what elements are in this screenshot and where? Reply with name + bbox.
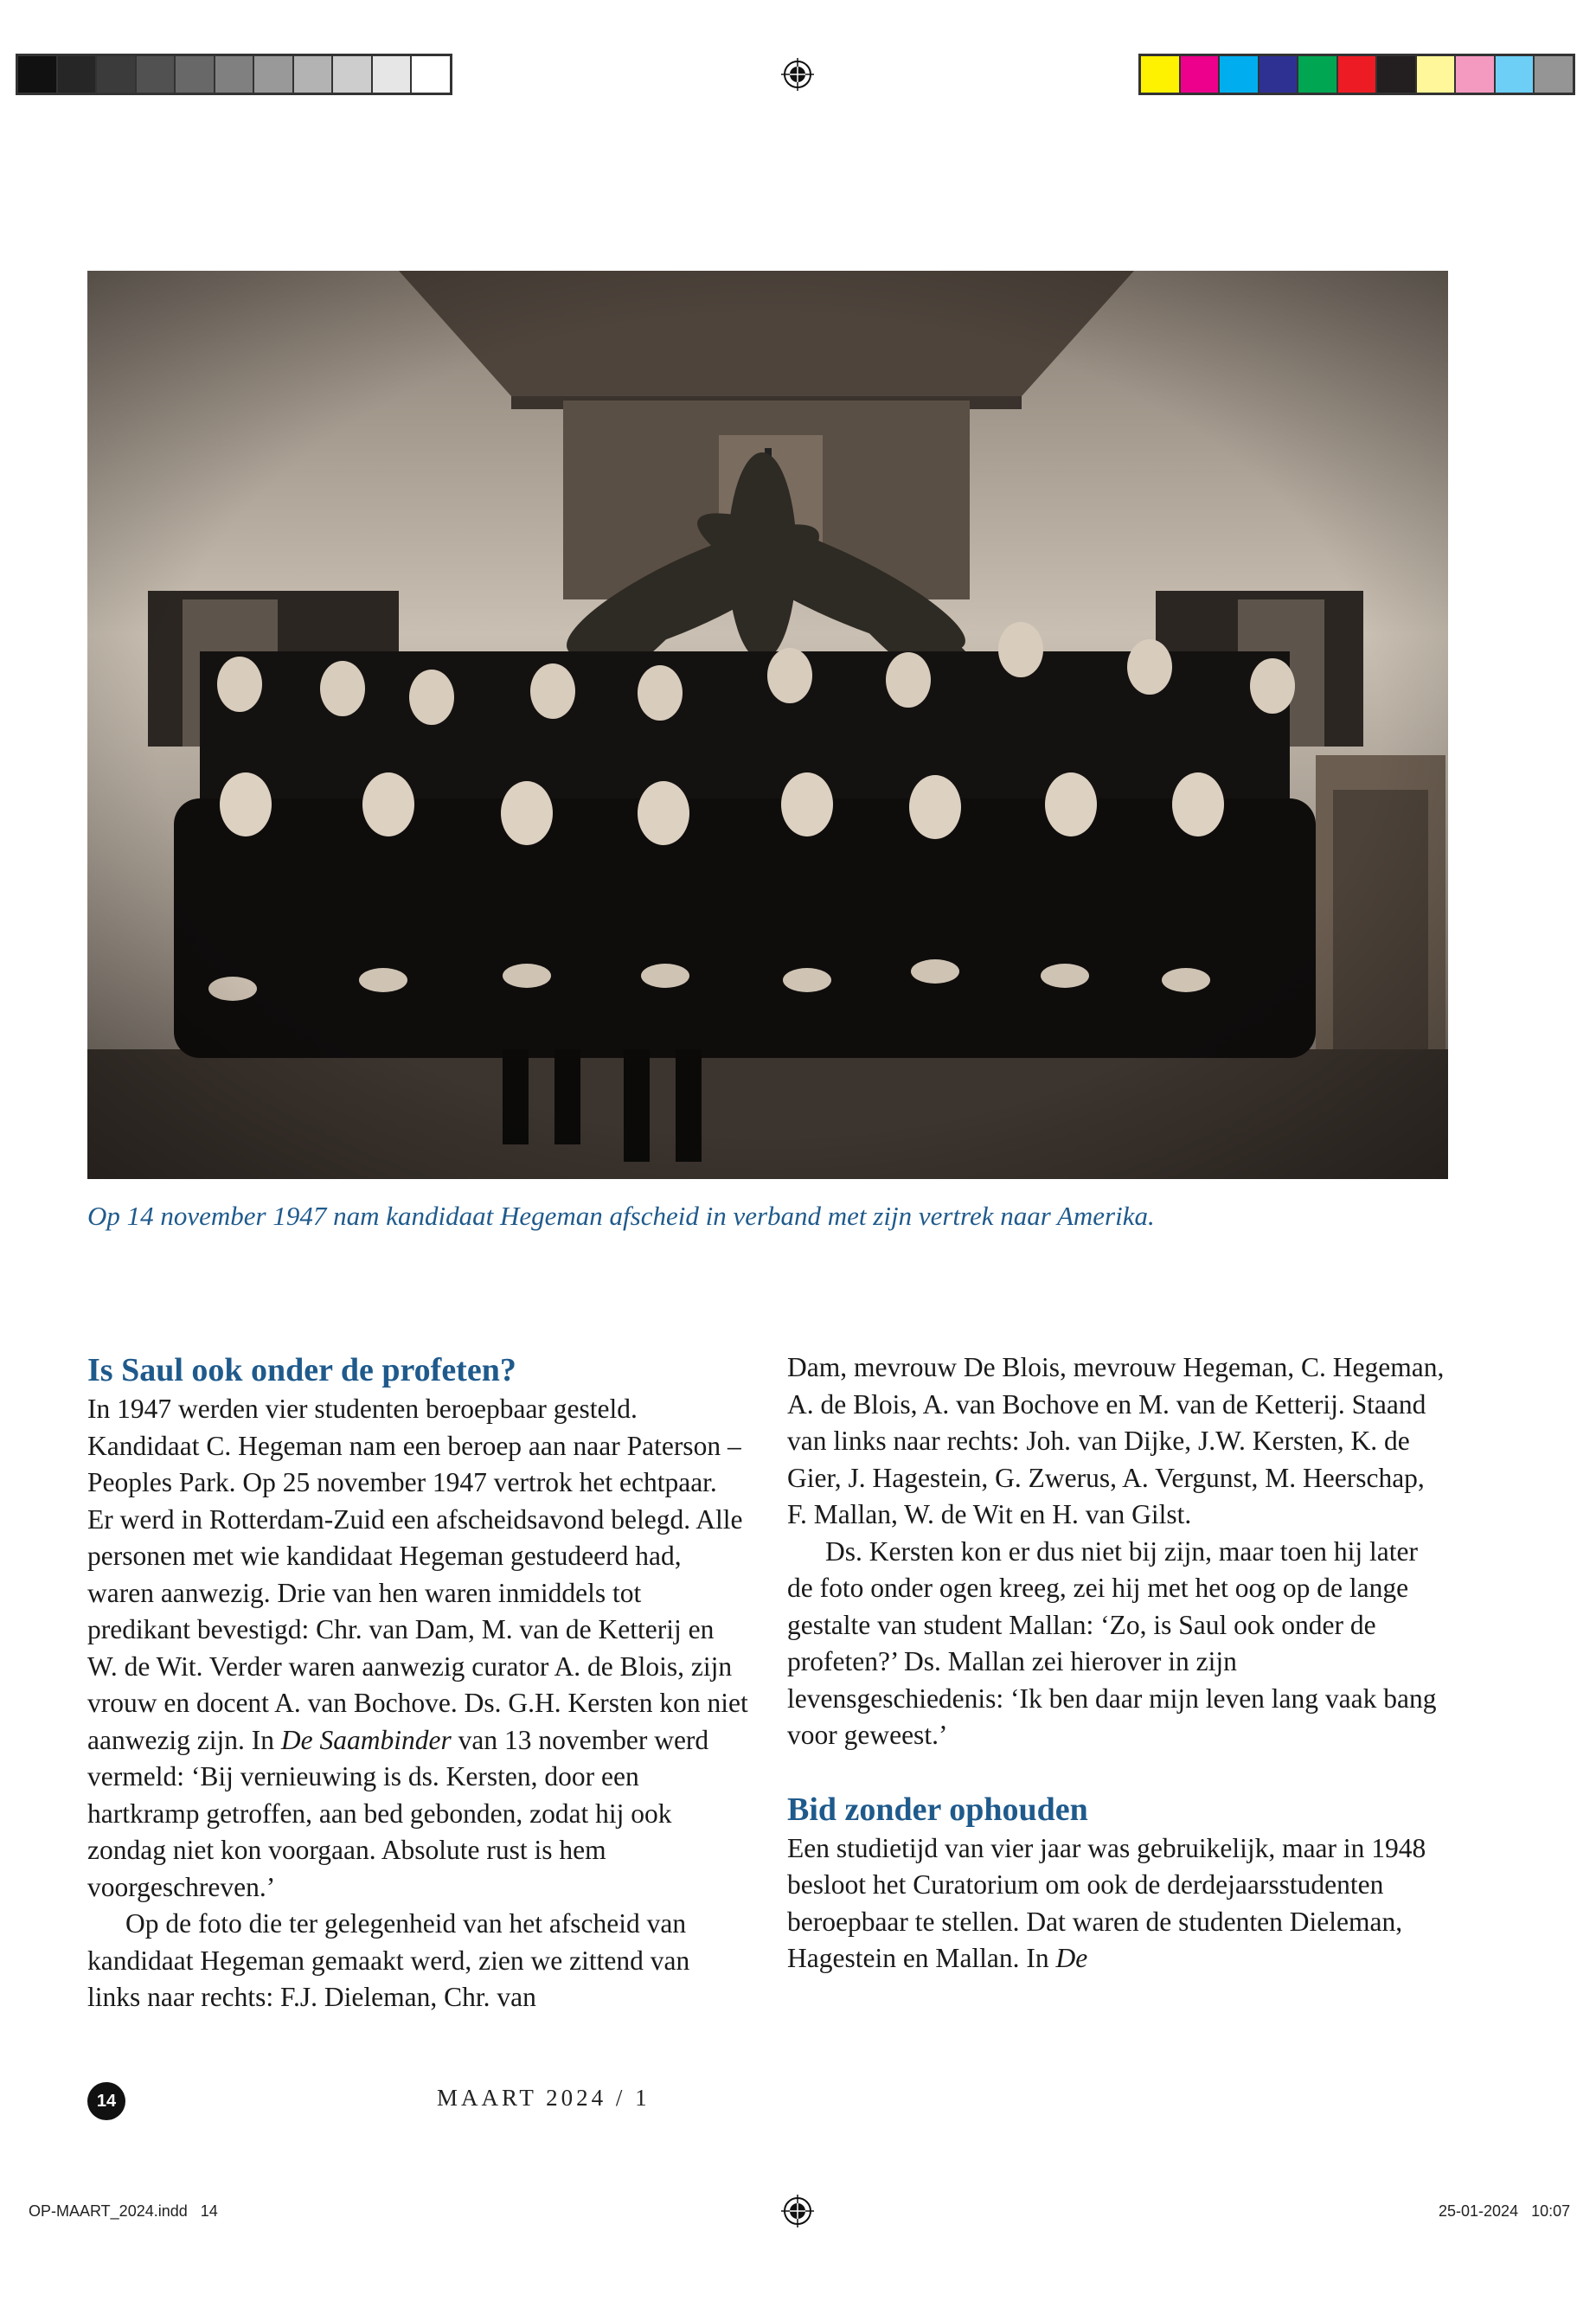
group-photograph [87, 271, 1448, 1179]
paragraph-text: In 1947 werden vier studenten beroepbaar gesteld. Kandidaat C. Hegeman nam een beroep aan naar Paterson – Peoples Park. Op 25 november 1947 vertrok het echtpaar. Er werd in Rotterdam-Zuid een afscheidsavond belegd. Alle personen met wie kandidaat Hegeman gestudeerd had, waren aanwezig. Drie van hen waren inmiddels tot predikant bevestigd: Chr. van Dam, M. van de Ketterij en W. de Wit. Verder waren aanwezig curator A. de Blois, zijn vrouw en docent A. van Bochove. Ds. G.H. Kersten kon niet aanwezig zijn. In [87, 1394, 748, 1755]
gray-swatch [333, 56, 373, 93]
paragraph-text: van 13 november werd vermeld: ‘Bij vernieuwing is ds. Kersten, door een hartkramp getroffen, aan bed gebonden, zodat hij ook zondag niet kon voorgaan. Absolute rust is hem voorgeschreven.’ [87, 1724, 709, 1902]
group-photo-illustration [87, 271, 1448, 1179]
color-swatch [1259, 56, 1299, 93]
color-swatch [1535, 56, 1573, 93]
color-swatch [1417, 56, 1457, 93]
registration-mark-icon [781, 58, 814, 91]
color-swatch [1338, 56, 1378, 93]
gray-swatch [137, 56, 176, 93]
gray-swatch [294, 56, 334, 93]
article-paragraph: Op de foto die ter gelegenheid van het afscheid van kandidaat Hegeman gemaakt werd, zien we zittend van links naar rechts: F.J. Dieleman, Chr. van [87, 1908, 690, 2012]
gray-swatch [18, 56, 58, 93]
gray-swatch [412, 56, 450, 93]
gray-swatch [215, 56, 255, 93]
color-swatch [1496, 56, 1535, 93]
color-swatch [1141, 56, 1181, 93]
gray-swatch [176, 56, 215, 93]
publication-title: De Saambinder [280, 1724, 452, 1755]
process-color-bar [1138, 54, 1575, 95]
paragraph-text: Een studietijd van vier jaar was gebruikelijk, maar in 1948 besloot het Curatorium om ook de derdejaarsstudenten beroepbaar te stellen. Dat waren de studenten Dieleman, Hagestein en Mallan. In [787, 1832, 1426, 1973]
gray-swatch [373, 56, 413, 93]
color-swatch [1377, 56, 1417, 93]
photo-caption: Op 14 november 1947 nam kandidaat Hegeman afscheid in verband met zijn vertrek naar Amerika. [87, 1201, 1155, 1231]
color-swatch [1220, 56, 1259, 93]
registration-mark-icon [781, 2195, 814, 2227]
page-number-badge: 14 [87, 2082, 125, 2120]
article-right-column [787, 1349, 1449, 1977]
color-swatch [1181, 56, 1221, 93]
gray-swatch [58, 56, 98, 93]
gray-swatch [254, 56, 294, 93]
article-left-column [87, 1349, 749, 2016]
section-heading: Bid zonder ophouden [787, 1791, 1088, 1828]
article-paragraph: Dam, mevrouw De Blois, mevrouw Hegeman, C. Hegeman, A. de Blois, A. van Bochove en M. van de Ketterij. Staand van links naar rechts: Joh. van Dijke, J.W. Kersten, K. de Gier, J. Hagestein, G. Zwerus, A. Vergunst, M. Heerschap, F. Mallan, W. de Wit en H. van Gilst. [787, 1352, 1445, 1529]
section-heading: Is Saul ook onder de profeten? [87, 1352, 516, 1388]
grayscale-color-bar [16, 54, 452, 95]
publication-title: De [1055, 1943, 1088, 1973]
issue-label: MAART 2024 / 1 [437, 2085, 651, 2111]
color-swatch [1456, 56, 1496, 93]
print-slug-datetime: 25-01-2024 10:07 [1439, 2202, 1571, 2220]
article-paragraph [787, 1830, 1449, 1977]
article-paragraph [87, 1391, 749, 1906]
print-slug-file: OP-MAART_2024.indd 14 [29, 2202, 218, 2220]
gray-swatch [97, 56, 137, 93]
article-paragraph: Ds. Kersten kon er dus niet bij zijn, maar toen hij later de foto onder ogen kreeg, zei hij met het oog op de lange gestalte van student Mallan: ‘Zo, is Saul ook onder de profeten?’ Ds. Mallan zei hierover in zijn levensgeschiedenis: ‘Ik ben daar mijn leven lang vaak bang voor geweest.’ [787, 1535, 1437, 1750]
color-swatch [1298, 56, 1338, 93]
